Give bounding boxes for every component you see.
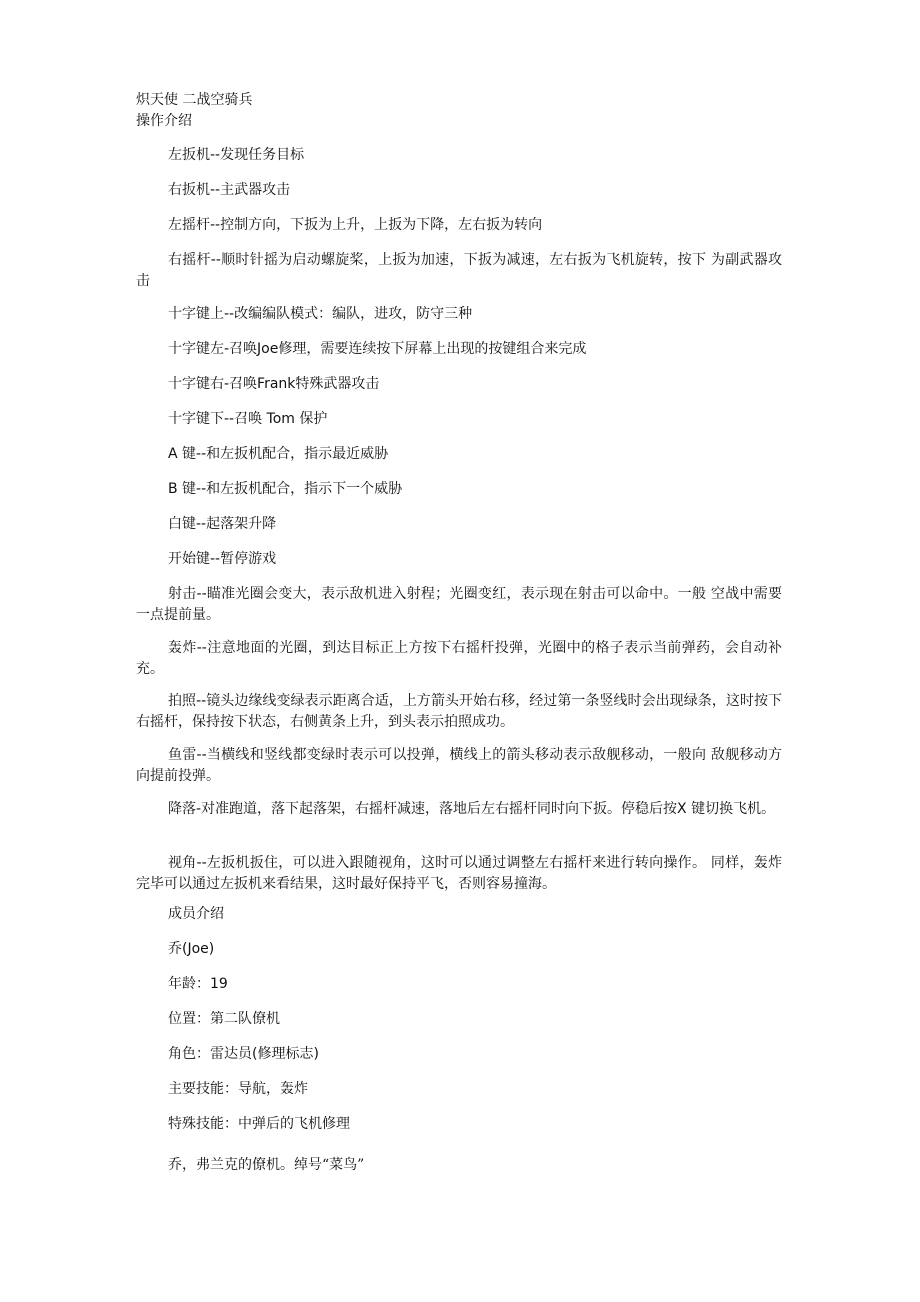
member-main-skill: 主要技能：导航，轰炸 bbox=[168, 1081, 308, 1097]
tip-landing: 降落-对准跑道，落下起落架，右摇杆减速，落地后左右摇杆同时向下扳。停稳后按X 键切换飞机。 bbox=[168, 801, 776, 817]
tip-bombing: 轰炸--注意地面的光圈，到达目标正上方按下右摇杆投弹，光圈中的格子表示当前弹药，会自动补充。 bbox=[136, 640, 782, 677]
section-heading-members: 成员介绍 bbox=[168, 906, 224, 922]
tip-torpedo: 鱼雷--当横线和竖线都变绿时表示可以投弹，横线上的箭头移动表示敌舰移动，一般向 敌舰移动方向提前投弹。 bbox=[136, 747, 782, 784]
member-note: 乔，弗兰克的僚机。绰号“菜鸟” bbox=[168, 1157, 365, 1173]
control-dpad-up: 十字键上--改编编队模式：编队，进攻，防守三种 bbox=[168, 306, 473, 322]
member-role: 角色：雷达员(修理标志) bbox=[168, 1046, 319, 1062]
control-start-button: 开始键--暂停游戏 bbox=[168, 551, 277, 567]
control-dpad-down: 十字键下--召唤 Tom 保护 bbox=[168, 411, 328, 427]
document-title: 炽天使 二战空骑兵 bbox=[136, 92, 253, 108]
control-right-trigger: 右扳机--主武器攻击 bbox=[168, 182, 291, 198]
document-header bbox=[136, 90, 252, 132]
control-a-button: A 键--和左扳机配合，指示最近威胁 bbox=[168, 446, 389, 462]
member-position: 位置：第二队僚机 bbox=[168, 1011, 280, 1027]
member-name: 乔(Joe) bbox=[168, 941, 215, 957]
member-age: 年龄：19 bbox=[168, 976, 228, 992]
control-b-button: B 键--和左扳机配合，指示下一个威胁 bbox=[168, 481, 403, 497]
section-heading-controls: 操作介绍 bbox=[136, 113, 192, 129]
control-left-trigger: 左扳机--发现任务目标 bbox=[168, 147, 305, 163]
tip-photo: 拍照--镜头边缘线变绿表示距离合适，上方箭头开始右移，经过第一条竖线时会出现绿条，这时按下右摇杆，保持按下状态，右侧黄条上升，到头表示拍照成功。 bbox=[136, 693, 782, 730]
member-special-skill: 特殊技能：中弹后的飞机修理 bbox=[168, 1116, 350, 1132]
control-dpad-left: 十字键左-召唤Joe修理，需要连续按下屏幕上出现的按键组合来完成 bbox=[168, 341, 587, 357]
tip-shooting: 射击--瞄准光圈会变大，表示敌机进入射程；光圈变红，表示现在射击可以命中。一般 空战中需要一点提前量。 bbox=[136, 586, 782, 623]
control-dpad-right: 十字键右-召唤Frank特殊武器攻击 bbox=[168, 376, 380, 392]
tip-camera: 视角--左扳机扳住，可以进入跟随视角，这时可以通过调整左右摇杆来进行转向操作。 同样，轰炸完毕可以通过左扳机来看结果，这时最好保持平飞，否则容易撞海。 bbox=[136, 855, 782, 892]
control-right-stick: 右摇杆--顺时针摇为启动螺旋桨，上扳为加速，下扳为减速，左右扳为飞机旋转，按下 为副武器攻击 bbox=[136, 252, 782, 289]
control-white-button: 白键--起落架升降 bbox=[168, 516, 277, 532]
control-left-stick: 左摇杆--控制方向，下扳为上升，上扳为下降，左右扳为转向 bbox=[168, 217, 543, 233]
